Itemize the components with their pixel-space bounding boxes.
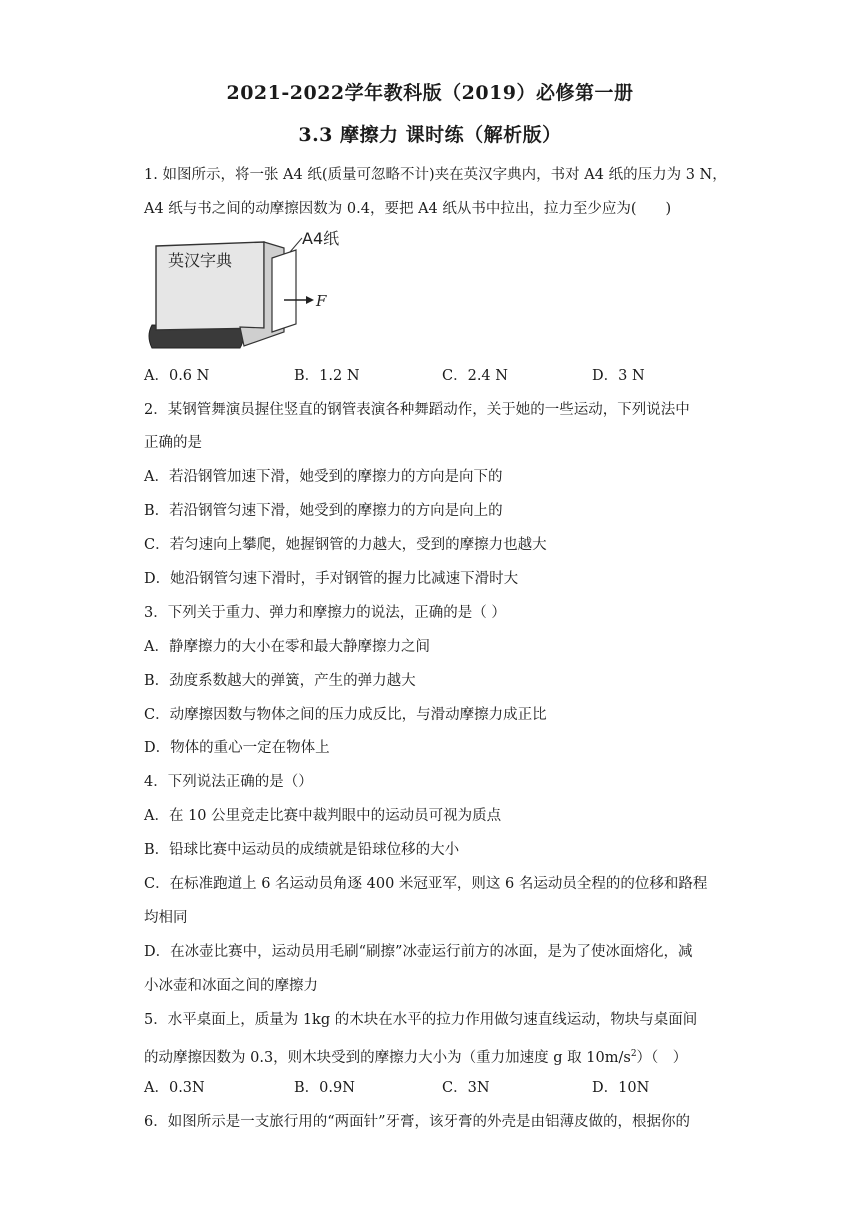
q3-stem-line1: 3．下列关于重力、弹力和摩擦力的说法，正确的是（ ）	[144, 605, 506, 621]
q2-option-a: A．若沿钢管加速下滑，她受到的摩擦力的方向是向下的	[144, 469, 503, 485]
q2-stem-line2: 正确的是	[144, 435, 202, 451]
q6-stem-line1: 6．如图所示是一支旅行用的“两面针”牙膏，该牙膏的外壳是由铝薄皮做的，根据你的	[144, 1114, 691, 1130]
q5-option-a: A．0.3N	[144, 1080, 205, 1096]
q4-option-a: A．在 10 公里竞走比赛中裁判眼中的运动员可视为质点	[144, 808, 502, 824]
q5-stem-line1: 5．水平桌面上，质量为 1kg 的木块在水平的拉力作用做匀速直线运动，物块与桌面间	[144, 1012, 698, 1028]
q4-option-b: B．铅球比赛中运动员的成绩就是铅球位移的大小	[144, 842, 460, 858]
q2-option-b: B．若沿钢管匀速下滑，她受到的摩擦力的方向是向上的	[144, 503, 503, 519]
q5-options	[144, 1078, 724, 1098]
q2-option-c: C．若匀速向上攀爬，她握钢管的力越大，受到的摩擦力也越大	[144, 537, 547, 553]
q1-option-c: C．2.4 N	[442, 368, 508, 384]
q4-option-d-cont: 小冰壶和冰面之间的摩擦力	[144, 978, 318, 994]
document-title: 2021-2022学年教科版（2019）必修第一册	[226, 82, 634, 104]
q1-option-d: D．3 N	[592, 368, 645, 384]
q2-option-d: D．她沿钢管匀速下滑时，手对钢管的握力比减速下滑时大	[144, 571, 519, 587]
q3-option-b: B．劲度系数越大的弹簧，产生的弹力越大	[144, 673, 416, 689]
q3-option-a: A．静摩擦力的大小在零和最大静摩擦力之间	[144, 639, 430, 655]
q4-option-c: C．在标准跑道上 6 名运动员角逐 400 米冠亚军，则这 6 名运动员全程的的位移和路程	[144, 876, 708, 892]
q3-option-c: C．动摩擦因数与物体之间的压力成反比，与滑动摩擦力成正比	[144, 707, 547, 723]
dictionary-a4-figure	[144, 228, 354, 350]
q4-option-d: D．在冰壶比赛中，运动员用毛刷“刷擦”冰壶运行前方的冰面，是为了使冰面熔化，减	[144, 944, 693, 960]
document-subtitle: 3.3 摩擦力 课时练（解析版）	[298, 124, 562, 146]
force-arrow-head	[306, 296, 314, 304]
q5-stem-line2-sup: 2	[630, 1049, 637, 1059]
q5-stem-line2	[144, 1044, 724, 1068]
q1-stem-line2: A4 纸与书之间的动摩擦因数为 0.4，要把 A4 纸从书中拉出，拉力至少应为( )	[144, 201, 672, 217]
q4-option-c-cont: 均相同	[144, 910, 188, 926]
q5-stem-line2-main: 的动摩擦因数为 0.3，则木块受到的摩擦力大小为（重力加速度 g 取 10m/s	[144, 1049, 631, 1066]
q1-option-a: A．0.6 N	[144, 368, 210, 384]
q5-option-b: B．0.9N	[294, 1080, 355, 1096]
q3-option-d: D．物体的重心一定在物体上	[144, 740, 330, 756]
q1-option-b: B．1.2 N	[294, 368, 360, 384]
force-label: F	[316, 292, 327, 310]
q1-stem-line1: 1. 如图所示，将一张 A4 纸(质量可忽略不计)夹在英汉字典内，书对 A4 纸的压力为 3 N，	[144, 167, 727, 183]
q5-option-d: D．10N	[592, 1080, 650, 1096]
a4-label: A4纸	[302, 229, 340, 248]
book-label: 英汉字典	[168, 251, 233, 270]
a4-paper	[272, 250, 296, 332]
q5-stem-line2-end: ）（ ）	[636, 1049, 688, 1066]
q4-stem-line1: 4．下列说法正确的是（）	[144, 774, 313, 790]
q2-stem-line1: 2．某钢管舞演员握住竖直的钢管表演各种舞蹈动作，关于她的一些运动，下列说法中	[144, 402, 690, 418]
q1-options	[144, 366, 724, 386]
q5-option-c: C．3N	[442, 1080, 490, 1096]
